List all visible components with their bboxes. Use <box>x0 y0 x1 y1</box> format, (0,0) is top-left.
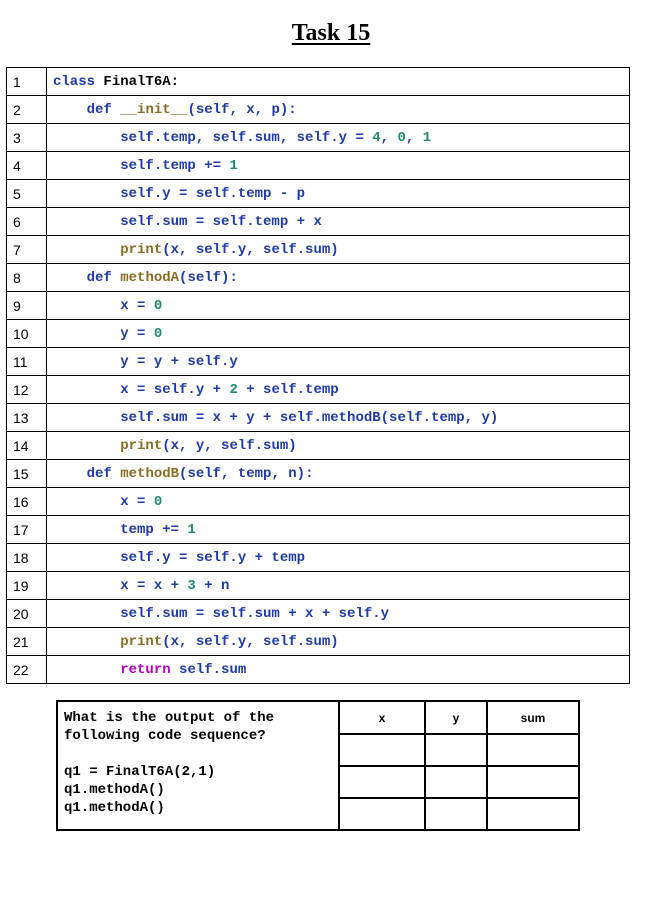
code-row <box>7 460 630 488</box>
answer-header-sum: sum <box>487 701 579 734</box>
code-line <box>47 124 630 152</box>
code-line <box>47 208 630 236</box>
code-row <box>7 628 630 656</box>
answer-cell[interactable] <box>339 766 425 798</box>
question-table <box>56 700 580 831</box>
code-token: x = self.y + <box>53 381 230 398</box>
line-number: 21 <box>7 628 47 656</box>
code-token: 1 <box>422 129 432 146</box>
line-number: 5 <box>7 180 47 208</box>
code-row <box>7 236 630 264</box>
code-token: print <box>120 241 163 258</box>
answer-cell[interactable] <box>425 734 487 766</box>
code-line <box>47 96 630 124</box>
line-number: 4 <box>7 152 47 180</box>
code-token: 0 <box>153 325 163 342</box>
answer-cell[interactable] <box>487 734 579 766</box>
code-token: (x, self.y, self.sum) <box>162 633 339 650</box>
code-row <box>7 488 630 516</box>
line-number: 14 <box>7 432 47 460</box>
code-token: print <box>120 633 163 650</box>
code-token: x = <box>53 493 154 510</box>
answer-cell[interactable] <box>339 798 425 830</box>
code-token <box>112 466 120 482</box>
line-number: 9 <box>7 292 47 320</box>
code-token <box>53 466 87 482</box>
code-token: 0 <box>153 297 163 314</box>
answer-cell[interactable] <box>487 766 579 798</box>
code-line <box>47 432 630 460</box>
code-line <box>47 656 630 684</box>
code-token: def <box>86 465 112 482</box>
code-line <box>47 488 630 516</box>
code-token: x = x + <box>53 577 188 594</box>
code-token <box>53 102 87 118</box>
code-row <box>7 544 630 572</box>
code-token <box>53 662 120 678</box>
question-code-line: q1.methodA() <box>64 782 165 798</box>
code-row <box>7 180 630 208</box>
code-row <box>7 320 630 348</box>
code-token: , <box>380 129 398 146</box>
code-token: 3 <box>187 577 196 594</box>
code-line <box>47 404 630 432</box>
code-line <box>47 460 630 488</box>
answer-cell[interactable] <box>425 766 487 798</box>
code-token: (x, y, self.sum) <box>162 437 297 454</box>
code-token: 0 <box>153 493 163 510</box>
code-row <box>7 348 630 376</box>
line-number: 10 <box>7 320 47 348</box>
code-token: class <box>53 73 96 90</box>
code-row <box>7 264 630 292</box>
code-token: self.temp += <box>53 157 230 174</box>
code-line <box>47 572 630 600</box>
code-token: __init__ <box>120 101 188 118</box>
code-line <box>47 628 630 656</box>
code-token: self.temp, self.sum, self.y = <box>53 129 373 146</box>
code-token <box>53 438 120 454</box>
code-token: (x, self.y, self.sum) <box>162 241 339 258</box>
line-number: 12 <box>7 376 47 404</box>
line-number: 3 <box>7 124 47 152</box>
code-row <box>7 152 630 180</box>
code-token: temp += <box>53 521 188 538</box>
code-line <box>47 152 630 180</box>
code-token: + n <box>195 577 230 594</box>
code-row <box>7 600 630 628</box>
code-row <box>7 292 630 320</box>
code-row <box>7 656 630 684</box>
code-row <box>7 432 630 460</box>
code-token: methodB <box>120 465 180 482</box>
answer-cell[interactable] <box>487 798 579 830</box>
line-number: 18 <box>7 544 47 572</box>
code-token: + self.temp <box>237 381 339 398</box>
question-prompt-line: following code sequence? <box>64 728 266 744</box>
code-line <box>47 376 630 404</box>
code-row <box>7 96 630 124</box>
answer-header-x: x <box>339 701 425 734</box>
code-token: (self, temp, n): <box>179 465 314 482</box>
code-line <box>47 68 630 96</box>
code-token: (self, x, p): <box>187 101 297 118</box>
code-token: 0 <box>397 129 406 146</box>
code-row <box>7 404 630 432</box>
line-number: 2 <box>7 96 47 124</box>
code-token: methodA <box>120 269 180 286</box>
code-row <box>7 376 630 404</box>
question-code-line: q1.methodA() <box>64 800 165 816</box>
code-line <box>47 180 630 208</box>
code-token: return <box>120 661 171 678</box>
code-token: x = <box>53 297 154 314</box>
line-number: 17 <box>7 516 47 544</box>
code-token: 1 <box>229 157 238 174</box>
code-token <box>112 270 120 286</box>
code-token: self.y = self.temp - p <box>53 185 306 202</box>
code-line <box>47 544 630 572</box>
code-line <box>47 320 630 348</box>
line-number: 20 <box>7 600 47 628</box>
code-token: def <box>86 269 112 286</box>
code-token: (self): <box>179 269 238 286</box>
line-number: 11 <box>7 348 47 376</box>
question-text-cell <box>57 701 339 830</box>
code-line <box>47 516 630 544</box>
code-token: 2 <box>229 381 238 398</box>
code-line <box>47 264 630 292</box>
code-token: self.sum = self.temp + x <box>53 213 322 230</box>
line-number: 22 <box>7 656 47 684</box>
code-line <box>47 600 630 628</box>
answer-header-y: y <box>425 701 487 734</box>
code-token <box>53 242 120 258</box>
answer-cell[interactable] <box>425 798 487 830</box>
line-number: 6 <box>7 208 47 236</box>
code-line <box>47 348 630 376</box>
code-token <box>112 102 120 118</box>
code-row <box>7 68 630 96</box>
line-number: 15 <box>7 460 47 488</box>
code-row <box>7 124 630 152</box>
code-token <box>53 270 87 286</box>
answer-cell[interactable] <box>339 734 425 766</box>
code-token <box>53 634 120 650</box>
line-number: 13 <box>7 404 47 432</box>
code-token: self.sum = self.sum + x + self.y <box>53 605 390 622</box>
code-listing-table <box>6 67 630 684</box>
code-row <box>7 516 630 544</box>
line-number: 16 <box>7 488 47 516</box>
code-row <box>7 572 630 600</box>
code-token: 1 <box>187 521 196 538</box>
code-token: def <box>86 101 112 118</box>
code-token: print <box>120 437 163 454</box>
line-number: 19 <box>7 572 47 600</box>
question-prompt-line: What is the output of the <box>64 710 275 726</box>
code-token: , <box>405 129 423 146</box>
code-token: self.y = self.y + temp <box>53 549 306 566</box>
page-title: Task 15 <box>291 20 371 46</box>
code-line <box>47 292 630 320</box>
code-token: 4 <box>372 129 381 146</box>
code-line <box>47 236 630 264</box>
line-number: 1 <box>7 68 47 96</box>
code-token: self.sum <box>170 661 247 678</box>
code-row <box>7 208 630 236</box>
code-token: self.sum = x + y + self.methodB(self.temp, y) <box>53 409 499 426</box>
code-token: FinalT6A: <box>95 73 180 90</box>
line-number: 7 <box>7 236 47 264</box>
question-code-line: q1 = FinalT6A(2,1) <box>64 764 216 780</box>
code-token: y = <box>53 325 154 342</box>
code-token: y = y + self.y <box>53 353 238 370</box>
line-number: 8 <box>7 264 47 292</box>
